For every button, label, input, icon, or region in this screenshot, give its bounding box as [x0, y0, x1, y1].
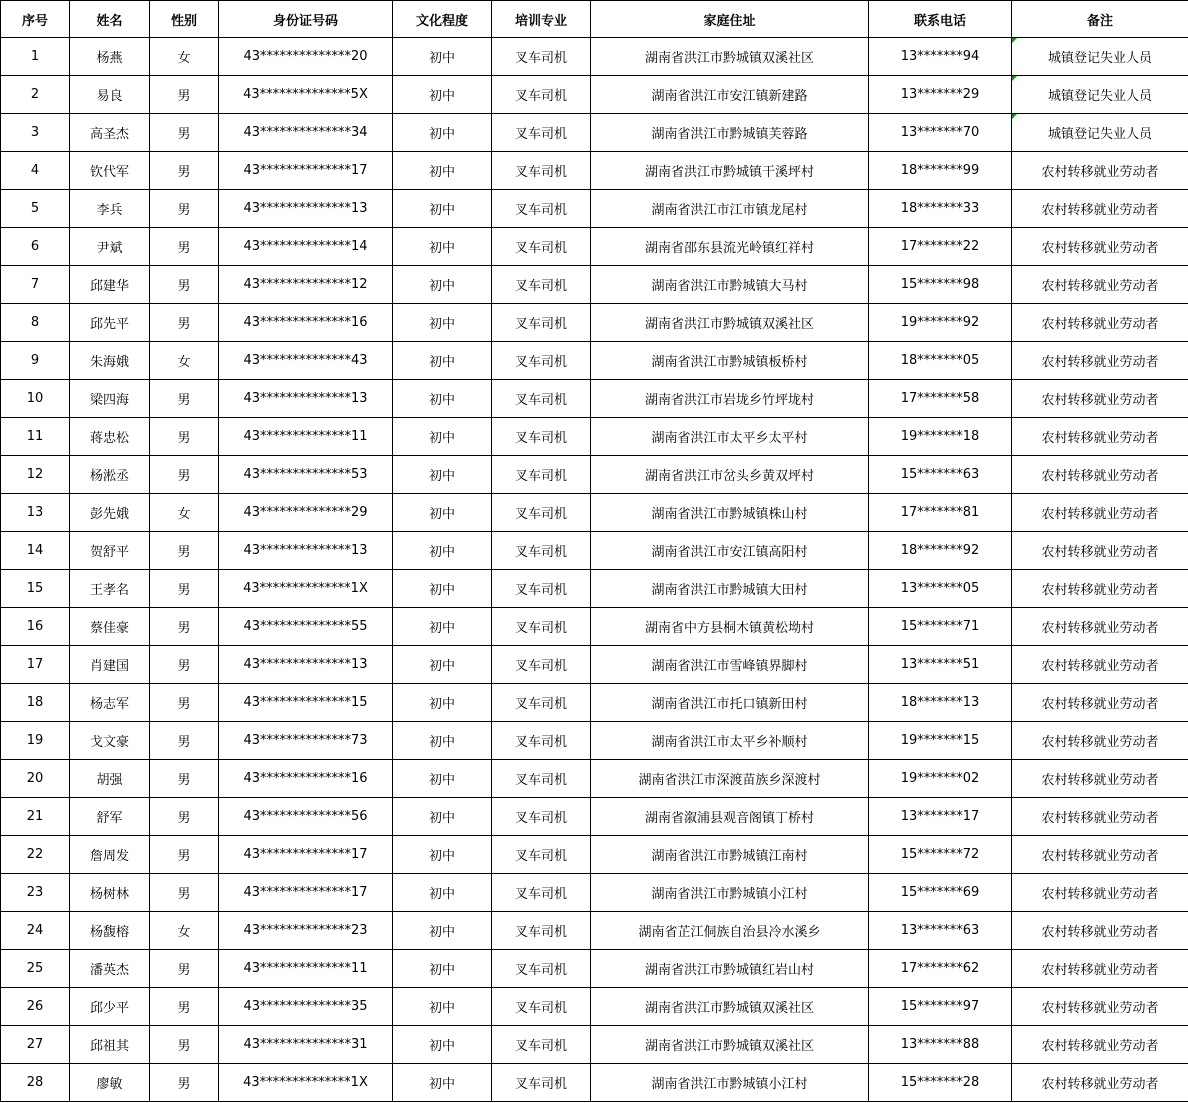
- cell-name: 胡强: [70, 760, 150, 798]
- cell-note: 农村转移就业劳动者: [1012, 456, 1188, 494]
- cell-address: 湖南省洪江市黔城镇芙蓉路: [591, 114, 869, 152]
- cell-major: 叉车司机: [492, 760, 591, 798]
- cell-gender: 女: [150, 912, 219, 950]
- cell-education: 初中: [393, 228, 492, 266]
- cell-no: 17: [1, 646, 70, 684]
- cell-id-number: 43**************13: [219, 532, 393, 570]
- cell-no: 20: [1, 760, 70, 798]
- cell-id-number: 43**************56: [219, 798, 393, 836]
- cell-major: 叉车司机: [492, 988, 591, 1026]
- table-row: [1, 76, 1188, 114]
- table-row: [1, 798, 1188, 836]
- cell-gender: 男: [150, 152, 219, 190]
- table-row: [1, 836, 1188, 874]
- cell-no: 15: [1, 570, 70, 608]
- cell-id-number: 43**************35: [219, 988, 393, 1026]
- cell-gender: 男: [150, 570, 219, 608]
- cell-note: 农村转移就业劳动者: [1012, 874, 1188, 912]
- cell-phone: 18*******33: [869, 190, 1012, 228]
- cell-address: 湖南省洪江市黔城镇双溪社区: [591, 38, 869, 76]
- cell-note: 农村转移就业劳动者: [1012, 152, 1188, 190]
- cell-gender: 女: [150, 494, 219, 532]
- cell-note: 农村转移就业劳动者: [1012, 722, 1188, 760]
- cell-id-number: 43**************17: [219, 874, 393, 912]
- cell-gender: 男: [150, 532, 219, 570]
- header-cell-education: 文化程度: [393, 1, 492, 38]
- cell-note: 农村转移就业劳动者: [1012, 988, 1188, 1026]
- cell-phone: 19*******18: [869, 418, 1012, 456]
- cell-name: 尹斌: [70, 228, 150, 266]
- cell-address: 湖南省洪江市黔城镇株山村: [591, 494, 869, 532]
- cell-note: 农村转移就业劳动者: [1012, 532, 1188, 570]
- cell-phone: 13*******70: [869, 114, 1012, 152]
- header-cell-major: 培训专业: [492, 1, 591, 38]
- cell-id-number: 43**************13: [219, 190, 393, 228]
- cell-major: 叉车司机: [492, 912, 591, 950]
- cell-name: 戈文豪: [70, 722, 150, 760]
- cell-address: 湖南省中方县桐木镇黄松坳村: [591, 608, 869, 646]
- cell-id-number: 43**************15: [219, 684, 393, 722]
- cell-note: 农村转移就业劳动者: [1012, 228, 1188, 266]
- cell-no: 28: [1, 1064, 70, 1102]
- cell-major: 叉车司机: [492, 950, 591, 988]
- cell-gender: 男: [150, 684, 219, 722]
- cell-major: 叉车司机: [492, 266, 591, 304]
- cell-major: 叉车司机: [492, 532, 591, 570]
- cell-education: 初中: [393, 380, 492, 418]
- cell-major: 叉车司机: [492, 570, 591, 608]
- table-row: [1, 304, 1188, 342]
- cell-education: 初中: [393, 988, 492, 1026]
- table-row: [1, 418, 1188, 456]
- table-row: [1, 570, 1188, 608]
- table-row: [1, 228, 1188, 266]
- cell-no: 19: [1, 722, 70, 760]
- cell-address: 湖南省洪江市深渡苗族乡深渡村: [591, 760, 869, 798]
- cell-name: 贺舒平: [70, 532, 150, 570]
- cell-phone: 18*******13: [869, 684, 1012, 722]
- cell-no: 12: [1, 456, 70, 494]
- cell-gender: 男: [150, 418, 219, 456]
- cell-address: 湖南省洪江市安江镇高阳村: [591, 532, 869, 570]
- cell-no: 23: [1, 874, 70, 912]
- cell-address: 湖南省洪江市黔城镇双溪社区: [591, 1026, 869, 1064]
- cell-address: 湖南省洪江市黔城镇红岩山村: [591, 950, 869, 988]
- cell-gender: 男: [150, 304, 219, 342]
- cell-education: 初中: [393, 874, 492, 912]
- cell-gender: 男: [150, 380, 219, 418]
- cell-address: 湖南省芷江侗族自治县冷水溪乡: [591, 912, 869, 950]
- cell-major: 叉车司机: [492, 76, 591, 114]
- cell-name: 蒋忠松: [70, 418, 150, 456]
- cell-id-number: 43**************1X: [219, 570, 393, 608]
- cell-education: 初中: [393, 532, 492, 570]
- cell-no: 3: [1, 114, 70, 152]
- cell-no: 1: [1, 38, 70, 76]
- table-row: [1, 190, 1188, 228]
- cell-id-number: 43**************43: [219, 342, 393, 380]
- cell-note: 农村转移就业劳动者: [1012, 304, 1188, 342]
- cell-name: 李兵: [70, 190, 150, 228]
- cell-education: 初中: [393, 1026, 492, 1064]
- cell-phone: 17*******58: [869, 380, 1012, 418]
- cell-name: 杨淞丞: [70, 456, 150, 494]
- table-row: [1, 722, 1188, 760]
- table-row: [1, 38, 1188, 76]
- cell-address: 湖南省洪江市黔城镇江南村: [591, 836, 869, 874]
- header-cell-address: 家庭住址: [591, 1, 869, 38]
- cell-phone: 17*******62: [869, 950, 1012, 988]
- cell-no: 2: [1, 76, 70, 114]
- cell-note: 农村转移就业劳动者: [1012, 1064, 1188, 1102]
- cell-note: 城镇登记失业人员: [1012, 114, 1188, 152]
- cell-gender: 男: [150, 114, 219, 152]
- cell-address: 湖南省洪江市岔头乡黄双坪村: [591, 456, 869, 494]
- cell-no: 6: [1, 228, 70, 266]
- table-row: [1, 874, 1188, 912]
- table-body: [1, 38, 1188, 1102]
- table-row: [1, 266, 1188, 304]
- cell-note: 农村转移就业劳动者: [1012, 608, 1188, 646]
- header-cell-id: 身份证号码: [219, 1, 393, 38]
- cell-phone: 18*******99: [869, 152, 1012, 190]
- cell-note: 农村转移就业劳动者: [1012, 190, 1188, 228]
- cell-major: 叉车司机: [492, 38, 591, 76]
- cell-gender: 男: [150, 836, 219, 874]
- cell-no: 9: [1, 342, 70, 380]
- cell-id-number: 43**************20: [219, 38, 393, 76]
- cell-gender: 女: [150, 38, 219, 76]
- cell-note: 农村转移就业劳动者: [1012, 342, 1188, 380]
- cell-education: 初中: [393, 950, 492, 988]
- cell-gender: 男: [150, 190, 219, 228]
- cell-major: 叉车司机: [492, 722, 591, 760]
- cell-address: 湖南省洪江市太平乡太平村: [591, 418, 869, 456]
- cell-id-number: 43**************73: [219, 722, 393, 760]
- header-cell-gender: 性别: [150, 1, 219, 38]
- cell-note: 城镇登记失业人员: [1012, 38, 1188, 76]
- cell-education: 初中: [393, 798, 492, 836]
- cell-phone: 18*******05: [869, 342, 1012, 380]
- header-cell-phone: 联系电话: [869, 1, 1012, 38]
- table-row: [1, 646, 1188, 684]
- cell-id-number: 43**************14: [219, 228, 393, 266]
- cell-no: 5: [1, 190, 70, 228]
- cell-address: 湖南省洪江市黔城镇大田村: [591, 570, 869, 608]
- cell-education: 初中: [393, 152, 492, 190]
- cell-name: 邱祖其: [70, 1026, 150, 1064]
- cell-gender: 男: [150, 608, 219, 646]
- cell-no: 7: [1, 266, 70, 304]
- cell-major: 叉车司机: [492, 304, 591, 342]
- cell-id-number: 43**************29: [219, 494, 393, 532]
- cell-no: 27: [1, 1026, 70, 1064]
- cell-phone: 13*******05: [869, 570, 1012, 608]
- cell-phone: 17*******22: [869, 228, 1012, 266]
- cell-major: 叉车司机: [492, 608, 591, 646]
- cell-id-number: 43**************55: [219, 608, 393, 646]
- cell-name: 杨志军: [70, 684, 150, 722]
- cell-phone: 13*******51: [869, 646, 1012, 684]
- cell-address: 湖南省洪江市黔城镇干溪坪村: [591, 152, 869, 190]
- cell-name: 王孝名: [70, 570, 150, 608]
- cell-address: 湖南省洪江市托口镇新田村: [591, 684, 869, 722]
- table-row: [1, 1026, 1188, 1064]
- cell-phone: 19*******15: [869, 722, 1012, 760]
- cell-name: 杨树林: [70, 874, 150, 912]
- cell-major: 叉车司机: [492, 152, 591, 190]
- cell-name: 邱建华: [70, 266, 150, 304]
- cell-education: 初中: [393, 646, 492, 684]
- cell-name: 詹周发: [70, 836, 150, 874]
- cell-id-number: 43**************5X: [219, 76, 393, 114]
- cell-education: 初中: [393, 266, 492, 304]
- cell-note: 城镇登记失业人员: [1012, 76, 1188, 114]
- cell-address: 湖南省洪江市黔城镇小江村: [591, 874, 869, 912]
- cell-name: 高圣杰: [70, 114, 150, 152]
- cell-gender: 男: [150, 950, 219, 988]
- cell-phone: 15*******71: [869, 608, 1012, 646]
- cell-id-number: 43**************13: [219, 646, 393, 684]
- cell-gender: 男: [150, 1026, 219, 1064]
- cell-major: 叉车司机: [492, 646, 591, 684]
- cell-name: 舒军: [70, 798, 150, 836]
- cell-note: 农村转移就业劳动者: [1012, 760, 1188, 798]
- cell-gender: 男: [150, 874, 219, 912]
- cell-education: 初中: [393, 342, 492, 380]
- table-row: [1, 684, 1188, 722]
- cell-no: 10: [1, 380, 70, 418]
- cell-note: 农村转移就业劳动者: [1012, 798, 1188, 836]
- cell-education: 初中: [393, 114, 492, 152]
- cell-no: 13: [1, 494, 70, 532]
- cell-major: 叉车司机: [492, 418, 591, 456]
- cell-education: 初中: [393, 190, 492, 228]
- table-row: [1, 456, 1188, 494]
- cell-major: 叉车司机: [492, 798, 591, 836]
- cell-name: 蔡佳豪: [70, 608, 150, 646]
- cell-name: 杨燕: [70, 38, 150, 76]
- cell-major: 叉车司机: [492, 228, 591, 266]
- cell-phone: 18*******92: [869, 532, 1012, 570]
- cell-name: 邱先平: [70, 304, 150, 342]
- cell-education: 初中: [393, 38, 492, 76]
- cell-major: 叉车司机: [492, 342, 591, 380]
- cell-id-number: 43**************17: [219, 836, 393, 874]
- cell-no: 16: [1, 608, 70, 646]
- cell-education: 初中: [393, 912, 492, 950]
- cell-gender: 女: [150, 342, 219, 380]
- cell-name: 肖建国: [70, 646, 150, 684]
- cell-id-number: 43**************1X: [219, 1064, 393, 1102]
- cell-no: 11: [1, 418, 70, 456]
- header-cell-no: 序号: [1, 1, 70, 38]
- cell-address: 湖南省洪江市黔城镇小江村: [591, 1064, 869, 1102]
- cell-address: 湖南省洪江市黔城镇大马村: [591, 266, 869, 304]
- cell-phone: 19*******92: [869, 304, 1012, 342]
- cell-gender: 男: [150, 646, 219, 684]
- table-row: [1, 912, 1188, 950]
- cell-gender: 男: [150, 456, 219, 494]
- cell-major: 叉车司机: [492, 494, 591, 532]
- cell-education: 初中: [393, 570, 492, 608]
- cell-note: 农村转移就业劳动者: [1012, 684, 1188, 722]
- cell-education: 初中: [393, 76, 492, 114]
- cell-address: 湖南省洪江市太平乡补顺村: [591, 722, 869, 760]
- cell-id-number: 43**************34: [219, 114, 393, 152]
- cell-education: 初中: [393, 418, 492, 456]
- table-row: [1, 114, 1188, 152]
- table-row: [1, 760, 1188, 798]
- cell-address: 湖南省洪江市雪峰镇界脚村: [591, 646, 869, 684]
- cell-id-number: 43**************13: [219, 380, 393, 418]
- cell-gender: 男: [150, 228, 219, 266]
- cell-gender: 男: [150, 1064, 219, 1102]
- cell-major: 叉车司机: [492, 190, 591, 228]
- cell-major: 叉车司机: [492, 1026, 591, 1064]
- cell-note: 农村转移就业劳动者: [1012, 266, 1188, 304]
- table-row: [1, 988, 1188, 1026]
- cell-gender: 男: [150, 988, 219, 1026]
- cell-address: 湖南省洪江市黔城镇双溪社区: [591, 988, 869, 1026]
- table-row: [1, 494, 1188, 532]
- cell-id-number: 43**************31: [219, 1026, 393, 1064]
- cell-phone: 13*******94: [869, 38, 1012, 76]
- cell-name: 易良: [70, 76, 150, 114]
- cell-education: 初中: [393, 722, 492, 760]
- cell-address: 湖南省溆浦县观音阁镇丁桥村: [591, 798, 869, 836]
- cell-major: 叉车司机: [492, 1064, 591, 1102]
- cell-phone: 13*******29: [869, 76, 1012, 114]
- cell-address: 湖南省洪江市江市镇龙尾村: [591, 190, 869, 228]
- cell-major: 叉车司机: [492, 114, 591, 152]
- cell-phone: 13*******17: [869, 798, 1012, 836]
- cell-gender: 男: [150, 760, 219, 798]
- cell-gender: 男: [150, 76, 219, 114]
- cell-no: 22: [1, 836, 70, 874]
- cell-id-number: 43**************16: [219, 760, 393, 798]
- cell-education: 初中: [393, 494, 492, 532]
- cell-note: 农村转移就业劳动者: [1012, 418, 1188, 456]
- cell-id-number: 43**************11: [219, 418, 393, 456]
- cell-note: 农村转移就业劳动者: [1012, 1026, 1188, 1064]
- cell-phone: 15*******98: [869, 266, 1012, 304]
- cell-education: 初中: [393, 760, 492, 798]
- cell-phone: 13*******63: [869, 912, 1012, 950]
- cell-gender: 男: [150, 722, 219, 760]
- cell-education: 初中: [393, 836, 492, 874]
- cell-major: 叉车司机: [492, 456, 591, 494]
- table-row: [1, 380, 1188, 418]
- cell-no: 25: [1, 950, 70, 988]
- cell-note: 农村转移就业劳动者: [1012, 950, 1188, 988]
- cell-address: 湖南省洪江市安江镇新建路: [591, 76, 869, 114]
- cell-phone: 15*******28: [869, 1064, 1012, 1102]
- cell-address: 湖南省洪江市黔城镇双溪社区: [591, 304, 869, 342]
- cell-name: 钦代军: [70, 152, 150, 190]
- header-cell-name: 姓名: [70, 1, 150, 38]
- cell-education: 初中: [393, 304, 492, 342]
- cell-name: 朱海娥: [70, 342, 150, 380]
- cell-name: 梁四海: [70, 380, 150, 418]
- cell-id-number: 43**************12: [219, 266, 393, 304]
- header-row: [1, 1, 1188, 38]
- cell-note: 农村转移就业劳动者: [1012, 570, 1188, 608]
- cell-education: 初中: [393, 608, 492, 646]
- cell-phone: 15*******63: [869, 456, 1012, 494]
- cell-note: 农村转移就业劳动者: [1012, 380, 1188, 418]
- cell-phone: 15*******72: [869, 836, 1012, 874]
- cell-phone: 15*******97: [869, 988, 1012, 1026]
- cell-education: 初中: [393, 1064, 492, 1102]
- cell-education: 初中: [393, 456, 492, 494]
- cell-id-number: 43**************23: [219, 912, 393, 950]
- cell-note: 农村转移就业劳动者: [1012, 494, 1188, 532]
- cell-id-number: 43**************53: [219, 456, 393, 494]
- cell-note: 农村转移就业劳动者: [1012, 912, 1188, 950]
- cell-no: 21: [1, 798, 70, 836]
- table-row: [1, 342, 1188, 380]
- cell-major: 叉车司机: [492, 874, 591, 912]
- cell-no: 14: [1, 532, 70, 570]
- cell-education: 初中: [393, 684, 492, 722]
- cell-major: 叉车司机: [492, 380, 591, 418]
- cell-name: 邱少平: [70, 988, 150, 1026]
- cell-gender: 男: [150, 798, 219, 836]
- cell-no: 4: [1, 152, 70, 190]
- cell-phone: 15*******69: [869, 874, 1012, 912]
- cell-major: 叉车司机: [492, 684, 591, 722]
- table-row: [1, 532, 1188, 570]
- header-cell-note: 备注: [1012, 1, 1188, 38]
- cell-name: 潘英杰: [70, 950, 150, 988]
- cell-major: 叉车司机: [492, 836, 591, 874]
- cell-id-number: 43**************17: [219, 152, 393, 190]
- table-header: [1, 1, 1188, 38]
- cell-address: 湖南省洪江市岩垅乡竹坪垅村: [591, 380, 869, 418]
- cell-address: 湖南省洪江市黔城镇板桥村: [591, 342, 869, 380]
- cell-name: 彭先娥: [70, 494, 150, 532]
- cell-no: 26: [1, 988, 70, 1026]
- cell-phone: 19*******02: [869, 760, 1012, 798]
- cell-name: 廖敏: [70, 1064, 150, 1102]
- cell-phone: 17*******81: [869, 494, 1012, 532]
- cell-gender: 男: [150, 266, 219, 304]
- table-row: [1, 950, 1188, 988]
- cell-phone: 13*******88: [869, 1026, 1012, 1064]
- cell-note: 农村转移就业劳动者: [1012, 836, 1188, 874]
- table-row: [1, 152, 1188, 190]
- cell-no: 18: [1, 684, 70, 722]
- cell-id-number: 43**************16: [219, 304, 393, 342]
- cell-address: 湖南省邵东县流光岭镇红祥村: [591, 228, 869, 266]
- cell-note: 农村转移就业劳动者: [1012, 646, 1188, 684]
- cell-id-number: 43**************11: [219, 950, 393, 988]
- table-row: [1, 1064, 1188, 1102]
- cell-no: 24: [1, 912, 70, 950]
- table-row: [1, 608, 1188, 646]
- cell-name: 杨馥榕: [70, 912, 150, 950]
- cell-no: 8: [1, 304, 70, 342]
